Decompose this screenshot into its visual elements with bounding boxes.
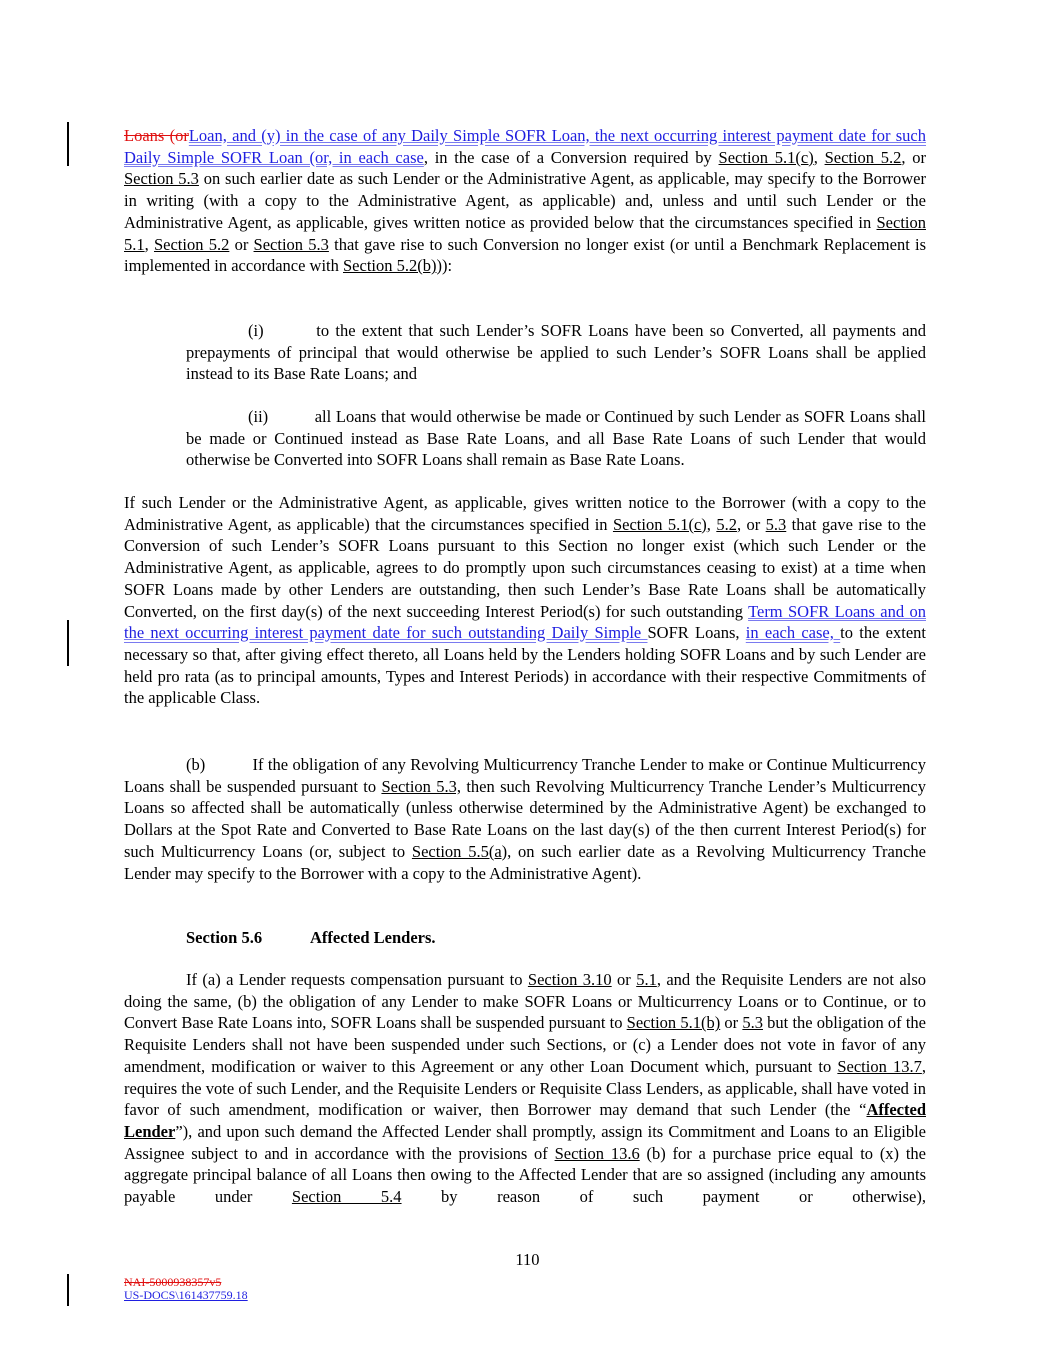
paragraph-conversion-clause: [124, 125, 926, 277]
text-run: that gave rise to the Conversion of such Lender’s SOFR Loans pursuant to this Section no longer exist (which such Lender or the Administrative Agent, as applicable, agrees to do promptly upon such circumstances ceasing to exist) at a time when SOFR Loans made by other Lenders are outstanding, then such Lender’s Base Rate Loans shall be automatically Converted, on the first day(s) of the next succeeding Interest Period(s) for such outstanding: [124, 514, 926, 621]
section-reference: 5.3: [742, 1013, 763, 1033]
section-reference: Section 5.3: [124, 169, 199, 189]
section-reference: Section 5.4: [291, 1187, 402, 1207]
deleted-text: Loans (or: [124, 126, 189, 145]
text-run: , or: [736, 514, 766, 534]
text-run: on such earlier date as such Lender or the Administrative Agent, as applicable, may specify to the Borrower in writing (with a copy to the Administrative Agent, as applicable) and, unless and until such Lender or the Administrative Agent, as applicable, gives written notice as provided below that the circumstances specified in: [124, 169, 926, 232]
text-run: but the obligation of the Requisite Lenders shall not have been suspended under such Sections, or (c) a Lender does not vote in favor of any amendment, modification or waiver to this Agreement or any other Loan Document which, pursuant to: [124, 1013, 927, 1076]
doc-id-deleted: NAI-5000938357v5: [124, 1275, 222, 1289]
text-run: or: [720, 1013, 743, 1033]
text-run: , requires the vote of such Lender, and the Requisite Lenders or Requisite Class Lenders, as applicable, shall have voted in favor of such amendment, modification or waiver, then Borrower may demand that such Lender (the “: [124, 1056, 926, 1120]
section-reference: 5.2: [716, 514, 737, 534]
section-reference: Section 5.2(b): [343, 256, 437, 276]
text-run: ,: [706, 514, 717, 534]
text-run: on such earlier date as a Revolving Multicurrency Tranche Lender may specify to the Borrower with a copy to the Administrative Agent).: [124, 841, 927, 883]
text-run: by reason of such payment or otherwise),: [401, 1187, 927, 1207]
text-run: or: [611, 970, 637, 989]
section-reference: Section 5.3: [253, 234, 329, 254]
section-heading: [186, 927, 988, 949]
text-run: (b) for a purchase price equal to (x) the aggregate principal balance of all Loans then owing to the Affected Lender that are so assigned (including any amounts payable under: [124, 1143, 926, 1207]
text-run: that gave rise to such Conversion no longer exist (or until a Benchmark Replacement is implemented in accordance with: [124, 234, 927, 276]
document-id: [124, 1276, 248, 1302]
section-reference: Section 5.5(a),: [411, 841, 512, 861]
change-bar: [67, 1274, 69, 1306]
text-run: , in the case of a Conversion required by: [423, 147, 719, 167]
section-reference: 5.1: [636, 970, 657, 989]
section-reference: Section 5.2: [153, 234, 230, 254]
change-bar: [67, 620, 69, 666]
clause-i: [186, 320, 926, 385]
text-run: then such Revolving Multicurrency Tranche Lender’s Multicurrency Loans so affected shall be automatically (unless otherwise determined by the Administrative Agent) be exchanged to Dollars at the Spot Rate and Converted to Base Rate Loans on the last day(s) of the then current Interest Period(s) for such Multicurrency Loans (or, subject to: [124, 776, 926, 861]
section-reference: Section 5.1(c): [612, 514, 707, 534]
paragraph-reconversion: [124, 492, 926, 709]
text-run: ,: [144, 234, 154, 254]
text-run: ”), and upon such demand the Affected Lender shall promptly, assign its Commitment and Loans to an Eligible Assignee subject to and in accordance with the provisions of: [124, 1121, 926, 1163]
text-run: to the extent necessary so that, after giving effect thereto, all Loans held by the Lenders holding SOFR Loans and by such Lender are held pro rata (as to principal amounts, Types and Interest Periods) in accordance with their respective Commitments of the applicable Class.: [124, 623, 927, 708]
text-run: )):: [436, 256, 453, 276]
inserted-text: Term SOFR Loans and on the next occurring interest payment date for such outstanding Daily Simple: [124, 601, 926, 643]
text-run: ,: [813, 147, 825, 167]
text-run: If such Lender or the Administrative Agent, as applicable, gives written notice to the Borrower (with a copy to the Administrative Agent, as applicable) that the circumstances specified in: [124, 493, 926, 534]
section-reference: Section 13.7: [837, 1056, 922, 1076]
section-reference: Section 5.2: [824, 147, 902, 167]
text-run: SOFR Loans,: [647, 623, 746, 643]
inserted-text: in each case,: [745, 623, 841, 643]
section-reference: Section 3.10: [527, 970, 612, 989]
text-run: to the extent that such Lender’s SOFR Loans have been so Converted, all payments and prepayments of principal that would otherwise be applied to such Lender’s SOFR Loans shall be applied instead to its Base Rate Loans; and: [186, 321, 926, 384]
section-reference: 5.3: [765, 514, 787, 534]
paragraph-affected-lenders: [124, 969, 926, 1208]
section-reference: Section 5.1: [124, 212, 926, 254]
inserted-text: Loan, and (y) in the case of any Daily Simple SOFR Loan, the next occurring interest payment date for such Daily Simple SOFR Loan (or, in each case: [124, 126, 926, 167]
clause-label: (b): [186, 755, 206, 774]
text-run: all Loans that would otherwise be made or Continued by such Lender as SOFR Loans shall be made or Continued instead as Base Rate Loans, and all Base Rate Loans of such Lender that would otherwise be Converted into SOFR Loans shall remain as Base Rate Loans.: [186, 407, 927, 470]
section-title: Affected Lenders.: [310, 928, 436, 947]
change-bar: [67, 122, 69, 166]
clause-label: (ii): [248, 407, 269, 426]
clause-ii: [186, 406, 926, 471]
defined-term: Affected Lender: [124, 1100, 926, 1141]
text-run: If the obligation of any Revolving Multicurrency Tranche Lender to make or Continue Multicurrency Loans shall be suspended pursuant to: [124, 755, 927, 796]
paragraph-b-multicurrency: [124, 754, 926, 884]
section-reference: Section 13.6: [554, 1143, 640, 1163]
section-reference: Section 5.1(b): [626, 1013, 721, 1033]
page-number: 110: [515, 1250, 540, 1269]
clause-label: (i): [248, 321, 264, 340]
text-run: If (a) a Lender requests compensation pursuant to: [186, 970, 528, 989]
text-run: or: [229, 234, 254, 254]
section-reference: Section 5.3,: [381, 776, 462, 796]
doc-id-inserted: US-DOCS\161437759.18: [124, 1288, 248, 1302]
section-number: Section 5.6: [186, 928, 263, 947]
text-run: , or: [901, 147, 927, 167]
section-reference: Section 5.1(c): [718, 147, 814, 167]
text-run: , and the Requisite Lenders are not also doing the same, (b) the obligation of any Lender to make SOFR Loans or Multicurrency Loans or to Continue, or to Convert Base Rate Loans into, SOFR Loans shall be suspended pursuant to: [124, 970, 926, 1033]
